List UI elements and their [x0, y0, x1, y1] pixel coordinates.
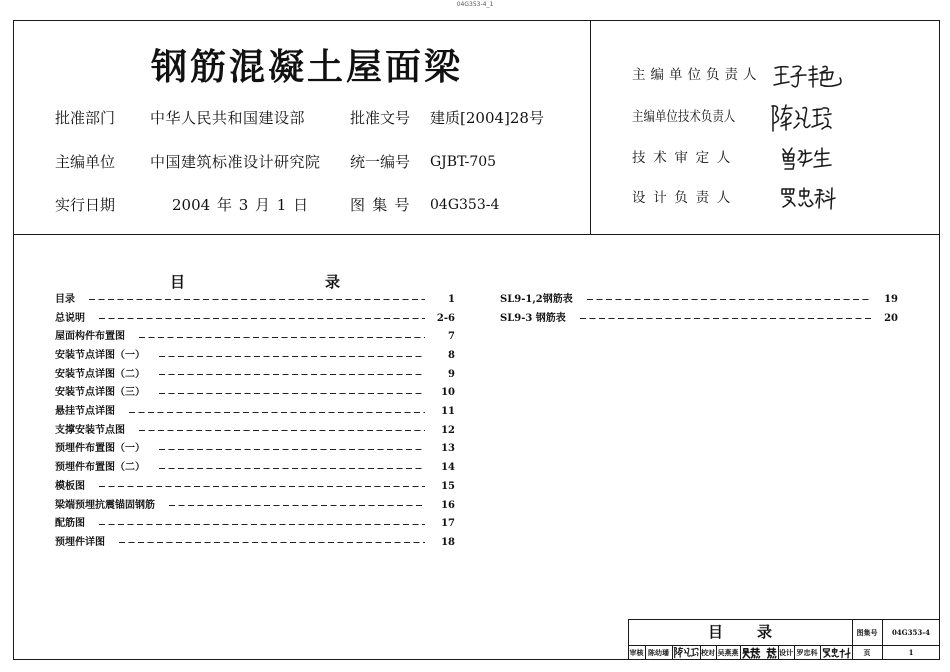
toc-entry-title: 安装节点详图（二）: [55, 368, 145, 380]
toc-entry: [55, 309, 455, 328]
signature-chief-editor-unit-head: [773, 61, 843, 91]
signature-technical-approver: [780, 145, 834, 171]
approval-department-label: 批准部门: [55, 109, 116, 127]
checker-name: 吴燕燕: [717, 648, 739, 657]
toc-entry-title: 安装节点详图（一）: [55, 350, 145, 361]
toc-entry-page: 14: [441, 462, 455, 474]
toc-entry: [55, 459, 455, 478]
atlas-title: 钢筋混凝土屋面梁: [151, 46, 464, 88]
toc-entry: [55, 440, 455, 459]
page-label: 页: [863, 648, 871, 657]
toc-entry-page: 20: [884, 312, 898, 324]
contents-left-column: [55, 291, 455, 553]
toc-entry: [55, 365, 455, 384]
toc-entry-page: 12: [441, 424, 455, 436]
toc-entry-page: 7: [448, 331, 455, 343]
toc-entry-title: SL9-1,2钢筋表: [500, 293, 573, 305]
contents-heading: 目录: [170, 273, 481, 291]
toc-dash-leader: [139, 430, 425, 431]
toc-entry-title: 梁端预埋抗震锚固钢筋: [55, 499, 155, 511]
toc-entry-title: 屋面构件布置图: [55, 331, 125, 343]
toc-entry: [55, 534, 455, 553]
toc-entry-title: 配筋图: [55, 518, 85, 530]
toc-dash-leader: [99, 486, 425, 487]
toc-entry: [55, 347, 455, 366]
toc-dash-leader: [159, 393, 425, 394]
chief-editor-unit-label: 主编单位: [55, 153, 116, 171]
toc-dash-leader: [119, 542, 425, 543]
toc-entry-title: 总说明: [55, 312, 85, 324]
header-column-divider: [590, 20, 591, 235]
toc-entry: [55, 477, 455, 496]
atlas-number-label: 图 集 号: [350, 196, 410, 214]
toc-entry: [500, 291, 898, 310]
toc-entry-page: 17: [441, 518, 455, 530]
header-divider: [13, 234, 940, 235]
unified-number: GJBT-705: [430, 154, 497, 170]
title-block-atlas-number-label: 图集号: [856, 628, 878, 637]
toc-entry-page: 16: [441, 499, 455, 511]
toc-dash-leader: [169, 505, 425, 506]
chief-editor-unit: 中国建筑标准设计研究院: [150, 153, 321, 171]
toc-entry-title: 目录: [55, 293, 75, 305]
toc-entry-page: 15: [441, 480, 455, 492]
toc-entry: [55, 328, 455, 347]
toc-entry-title: 预埋件布置图（一）: [55, 443, 145, 455]
role-technical-approver: 技 术 审 定 人: [632, 150, 732, 166]
toc-entry-page: 10: [441, 387, 455, 399]
page-number: 1: [908, 648, 914, 657]
toc-entry-title: 安装节点详图（三）: [55, 387, 145, 399]
approval-document-label: 批准文号: [350, 109, 411, 127]
toc-entry-page: 9: [448, 368, 455, 380]
toc-entry-title: 预埋件详图: [55, 536, 105, 548]
toc-entry: [55, 421, 455, 440]
toc-entry-title: 悬挂节点详图: [55, 406, 115, 418]
toc-dash-leader: [159, 356, 425, 357]
toc-entry: [55, 515, 455, 534]
toc-dash-leader: [99, 318, 425, 319]
review-label: 审核: [629, 648, 644, 657]
role-chief-editor-unit-head: 主编单位负责人: [632, 67, 762, 83]
design-label: 设计: [779, 648, 793, 657]
effective-date: 2004 年 3 月 1 日: [172, 196, 309, 214]
signature-design-head: [779, 185, 837, 211]
check-label: 校对: [701, 648, 715, 657]
toc-dash-leader: [587, 299, 872, 300]
designer-signature: [822, 647, 851, 659]
toc-entry-page: 18: [441, 536, 455, 548]
file-label: 04G353-4_1: [456, 1, 494, 8]
toc-entry-page: 13: [441, 443, 455, 455]
approval-document: 建质[2004]28号: [430, 109, 544, 127]
sheet-title: 目录: [708, 623, 807, 641]
toc-entry: [500, 309, 898, 328]
toc-entry-page: 8: [448, 350, 455, 361]
toc-entry: [55, 403, 455, 422]
title-block-atlas-number: 04G353-4: [891, 628, 931, 637]
toc-dash-leader: [99, 524, 425, 525]
role-design-head: 设 计 负 责 人: [632, 190, 732, 206]
effective-date-label: 实行日期: [55, 196, 116, 214]
toc-entry-page: 1: [448, 293, 455, 305]
toc-dash-leader: [159, 468, 425, 469]
toc-entry: [55, 291, 455, 310]
toc-entry-title: 模板图: [55, 480, 85, 492]
checker-signature: [742, 647, 777, 659]
approval-department: 中华人民共和国建设部: [150, 109, 306, 127]
toc-dash-leader: [89, 299, 425, 300]
unified-number-label: 统一编号: [350, 153, 411, 171]
reviewer-signature: [673, 646, 700, 659]
toc-entry-title: 预埋件布置图（二）: [55, 462, 145, 474]
toc-entry: [55, 384, 455, 403]
toc-entry: [55, 496, 455, 515]
atlas-number: 04G353-4: [430, 197, 500, 213]
title-block-divider: [820, 645, 821, 660]
toc-dash-leader: [580, 318, 872, 319]
title-block-divider: [740, 645, 741, 660]
designer-name: 罗忠科: [796, 648, 818, 657]
toc-dash-leader: [129, 412, 425, 413]
reviewer-name: 陈幼璠: [648, 648, 669, 657]
toc-dash-leader: [159, 374, 425, 375]
toc-dash-leader: [139, 337, 425, 338]
role-chief-editor-technical-head: 主编单位技术负责人: [632, 109, 736, 125]
signature-chief-editor-technical-head: [769, 102, 833, 134]
toc-entry-title: 支撑安装节点图: [55, 424, 125, 436]
toc-dash-leader: [159, 449, 425, 450]
contents-right-column: [500, 291, 898, 328]
toc-entry-title: SL9-3 钢筋表: [500, 312, 566, 324]
toc-entry-page: 19: [884, 293, 898, 305]
toc-entry-page: 11: [441, 406, 455, 418]
toc-entry-page: 2-6: [436, 312, 455, 324]
